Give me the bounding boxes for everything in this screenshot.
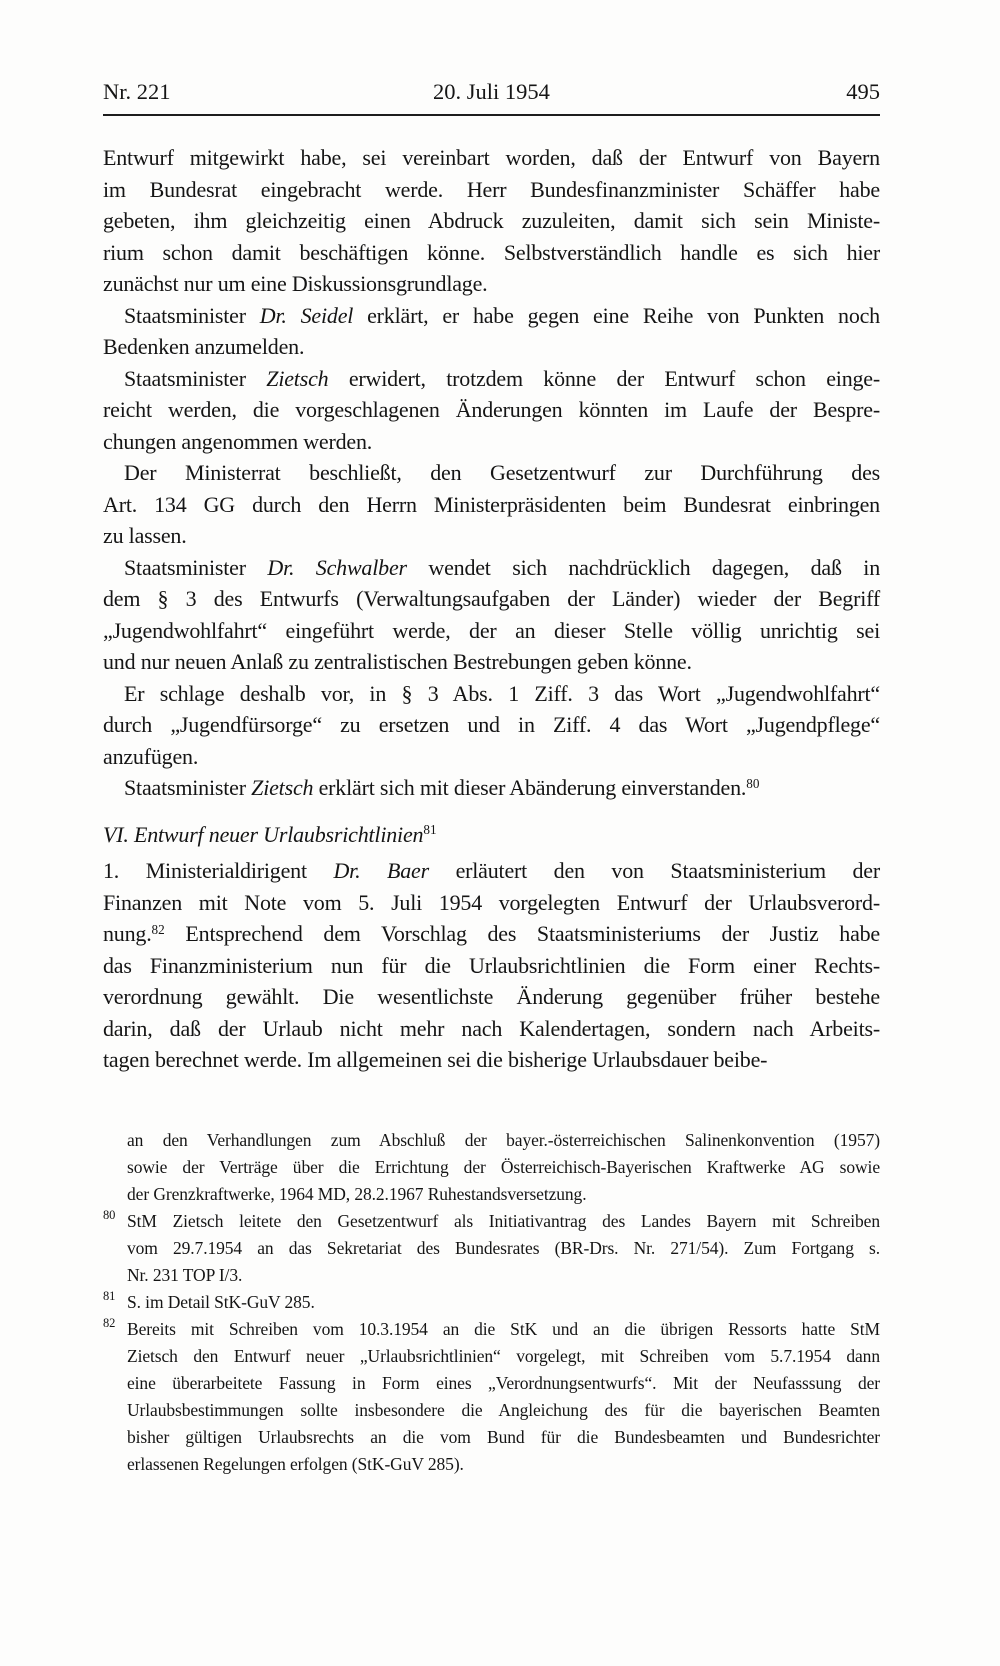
header-rule bbox=[103, 114, 880, 116]
text-line: der Grenzkraftwerke, 1964 MD, 28.2.1967 Ruhestandsversetzung. bbox=[127, 1183, 587, 1204]
text-line: Entwurf mitgewirkt habe, sei vereinbart worden, daß der Entwurf von Bayern bbox=[103, 145, 880, 170]
text-line: Art. 134 GG durch den Herrn Ministerpräsidenten beim Bundesrat einbringen bbox=[103, 491, 880, 517]
text-line: Staatsminister Zietsch erwidert, trotzdem könne der Entwurf schon einge- bbox=[124, 365, 880, 391]
text-line: VI. Entwurf neuer Urlaubsrichtlinien$^{81}$ bbox=[103, 821, 437, 847]
text-line: zunächst nur um eine Diskussionsgrundlage. bbox=[103, 271, 488, 296]
text-line: verordnung gewählt. Die wesentlichste Änderung gegenüber früher bestehe bbox=[103, 984, 880, 1009]
text-line: eine überarbeitete Fassung in Form eines „Verordnungsentwurfs“. Mit der Neufasssung der bbox=[127, 1372, 880, 1393]
text-line: sowie der Verträge über die Errichtung der Österreichisch-Bayerischen Kraftwerke AG sowie bbox=[127, 1156, 880, 1177]
text-line: das Finanzministerium nun für die Urlaubsrichtlinien die Form einer Rechts- bbox=[103, 952, 880, 978]
page-header bbox=[103, 0, 880, 105]
text-line: bisher gültigen Urlaubsrechts an die vom Bund für die Bundesbeamten und Bundesrichter bbox=[127, 1426, 880, 1447]
footnote-entry bbox=[103, 1289, 880, 1316]
text-line: Bedenken anzumelden. bbox=[103, 334, 305, 359]
footnote-number: 82 bbox=[103, 1315, 116, 1330]
body-paragraph bbox=[103, 678, 880, 773]
text-line: Staatsminister Dr. Seidel erklärt, er habe gegen eine Reihe von Punkten noch bbox=[124, 302, 880, 328]
text-line: Urlaubsbestimmungen sollte insbesondere die Angleichung des für die bayerischen Beamten bbox=[127, 1399, 880, 1420]
text-line: StM Zietsch leitete den Gesetzentwurf als Initiativantrag des Landes Bayern mit Schreiben bbox=[127, 1210, 880, 1231]
text-line: Der Ministerrat beschließt, den Gesetzentwurf zur Durchführung des bbox=[124, 460, 880, 485]
footnote-number: 81 bbox=[103, 1288, 116, 1303]
text-line: reicht werden, die vorgeschlagenen Änderungen könnten im Laufe der Bespre- bbox=[103, 397, 880, 422]
body-paragraph bbox=[103, 855, 880, 1076]
body-text bbox=[103, 142, 880, 1076]
text-line: Nr. 231 TOP I/3. bbox=[127, 1264, 243, 1285]
text-line: „Jugendwohlfahrt“ eingeführt werde, der an dieser Stelle völlig unrichtig sei bbox=[103, 617, 880, 643]
body-paragraph bbox=[103, 363, 880, 458]
text-line: darin, daß der Urlaub nicht mehr nach Kalendertagen, sondern nach Arbeits- bbox=[103, 1015, 880, 1041]
session-number: Nr. 221 bbox=[103, 79, 171, 104]
footnote-number: 80 bbox=[103, 1207, 116, 1222]
text-line: Bereits mit Schreiben vom 10.3.1954 an die StK und an die übrigen Ressorts hatte StM bbox=[127, 1318, 880, 1339]
text-line: durch „Jugendfürsorge“ zu ersetzen und in Ziff. 4 das Wort „Jugendpflege“ bbox=[103, 712, 880, 737]
text-line: Staatsminister Zietsch erklärt sich mit dieser Abänderung einverstanden.$^{80}$ bbox=[124, 775, 760, 800]
text-line: chungen angenommen werden. bbox=[103, 428, 373, 454]
body-paragraph bbox=[103, 142, 880, 300]
section-heading bbox=[103, 819, 880, 851]
body-paragraph bbox=[103, 457, 880, 552]
page-number: 495 bbox=[846, 79, 880, 104]
text-line: erlassenen Regelungen erfolgen (StK-GuV 285). bbox=[127, 1453, 464, 1474]
text-line: S. im Detail StK-GuV 285. bbox=[127, 1291, 315, 1312]
body-paragraph bbox=[103, 300, 880, 363]
footnote-entry bbox=[103, 1208, 880, 1289]
footnotes bbox=[103, 1127, 880, 1478]
body-paragraph bbox=[103, 552, 880, 678]
text-line: tagen berechnet werde. Im allgemeinen sei die bisherige Urlaubsdauer beibe- bbox=[103, 1047, 768, 1072]
text-line: anzufügen. bbox=[103, 743, 199, 769]
text-line: zu lassen. bbox=[103, 523, 187, 548]
text-line: rium schon damit beschäftigen könne. Selbstverständlich handle es sich hier bbox=[103, 239, 880, 265]
text-line: dem § 3 des Entwurfs (Verwaltungsaufgaben der Länder) wieder der Begriff bbox=[103, 586, 880, 611]
text-line: vom 29.7.1954 an das Sekretariat des Bundesrates (BR-Drs. Nr. 271/54). Zum Fortgang s. bbox=[127, 1237, 880, 1258]
body-paragraph bbox=[103, 772, 880, 804]
text-line: Er schlage deshalb vor, in § 3 Abs. 1 Ziff. 3 das Wort „Jugendwohlfahrt“ bbox=[124, 680, 880, 706]
text-line: an den Verhandlungen zum Abschluß der bayer.-österreichischen Salinenkonvention (1957) bbox=[127, 1129, 880, 1150]
footnote-entry bbox=[103, 1316, 880, 1478]
text-line: gebeten, ihm gleichzeitig einen Abdruck zuzuleiten, damit sich sein Ministe- bbox=[103, 208, 880, 233]
text-line: Zietsch den Entwurf neuer „Urlaubsrichtlinien“ vorgelegt, mit Schreiben vom 5.7.1954 dann bbox=[127, 1345, 880, 1366]
session-date: 20. Juli 1954 bbox=[433, 79, 550, 104]
text-line: im Bundesrat eingebracht werde. Herr Bundesfinanzminister Schäffer habe bbox=[103, 176, 880, 202]
text-line: und nur neuen Anlaß zu zentralistischen Bestrebungen geben könne. bbox=[103, 649, 692, 674]
text-line: nung.$^{82}$ Entsprechend dem Vorschlag des Staatsministeriums der Justiz habe bbox=[103, 921, 880, 946]
text-line: Finanzen mit Note vom 5. Juli 1954 vorgelegten Entwurf der Urlaubsverord- bbox=[103, 889, 880, 915]
footnote-continuation bbox=[103, 1127, 880, 1208]
text-line: 1. Ministerialdirigent Dr. Baer erläutert den von Staatsministerium der bbox=[103, 858, 880, 883]
text-line: Staatsminister Dr. Schwalber wendet sich nachdrücklich dagegen, daß in bbox=[124, 554, 880, 580]
